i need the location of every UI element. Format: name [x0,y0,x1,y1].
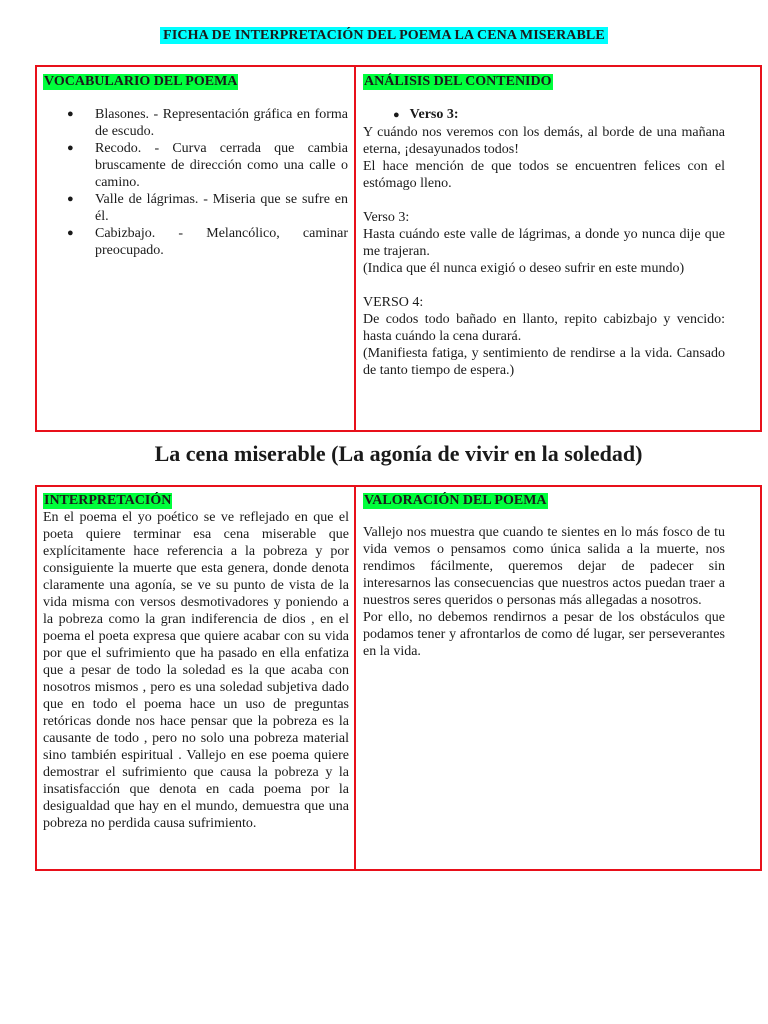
poem-subtitle: La cena miserable (La agonía de vivir en la soledad) [154,441,643,466]
interpretation-heading: INTERPRETACIÓN [44,493,172,508]
vocabulary-item [43,191,348,225]
vocabulary-item-text: Blasones. - Representación gráfica en forma de escudo. [95,107,348,139]
verso3-label-row [363,106,725,124]
interpretation-text: En el poema el yo poético se ve reflejado en que el poeta quiere terminar esa cena miserable que explícitamente hace referencia a la pobreza y por consiguiente la muerte que esta genera, donde denota claramente una agonía, se ve su punto de vista de la vida misma con versos desmotivadores y poniendo a la pobreza como la gran indiferencia de dios , en el poema el poeta expresa que quiere acabar con su vida por que el sufrimiento que ha pasado en ella enfatiza que a pesar de todo la soledad es la que acaba con nosotros mismos , pero es una soledad subjetiva dado que en todo el poema hace un uso de preguntas retóricas donde nos hace pensar que la pobreza es la causante de todo , pero no solo una pobreza material sino también espiritual . Vallejo en ese poema quiere demostrar el sufrimiento que causa la pobreza y la insatisfacción que denota en cada poema por la desigualdad que hay en el mundo, demuestra que una pobreza no perdida causa sufrimiento. [43,510,349,831]
bullet-icon: ● [67,142,74,154]
bullet-icon: ● [393,109,400,121]
verso3b-note: (Indica que él nunca exigió o deseo sufrir en este mundo) [363,261,685,276]
vocabulary-list [43,106,348,259]
verso3-note: El hace mención de que todos se encuentren felices con el estómago lleno. [363,159,725,191]
bullet-icon: ● [67,193,74,205]
analysis-cell [363,73,725,379]
vocabulary-item-text: Valle de lágrimas. - Miseria que se sufre en él. [95,192,348,224]
analysis-body [363,106,725,379]
analysis-heading: ANÁLISIS DEL CONTENIDO [364,74,552,89]
verso4-label: VERSO 4: [363,295,424,310]
document-title-wrap [0,26,768,44]
bullet-icon: ● [67,108,74,120]
valuation-body [363,524,725,660]
bottom-divider [354,485,356,871]
vocabulary-item-text: Recodo. - Curva cerrada que cambia bruscamente de dirección como una calle o camino. [95,141,348,190]
verso4-note: (Manifiesta fatiga, y sentimiento de rendirse a la vida. Cansado de tanto tiempo de espera.) [363,346,725,378]
document-title: FICHA DE INTERPRETACIÓN DEL POEMA LA CENA MISERABLE [160,27,608,44]
vocabulary-item [43,140,348,191]
vocabulary-item-text: Cabizbajo. - Melancólico, caminar preocupado. [95,226,348,258]
vocabulary-cell [43,73,348,259]
vocabulary-heading: VOCABULARIO DEL POEMA [44,74,238,89]
verso4-text: De codos todo bañado en llanto, repito cabizbajo y vencido: hasta cuándo la cena durará. [363,312,725,344]
top-divider [354,65,356,432]
valuation-paragraph-1: Vallejo nos muestra que cuando te sientes en lo más fosco de tu vida vemos o pensamos como única salida a la muerte, nos rendimos fácilmente, queremos dejar de padecer sin interesarnos las consecuencias que nuestros actos puedan traer a nuestros seres queridos o personas más allegadas a nosotros. [363,525,725,608]
verso3-label: Verso 3: [409,107,459,122]
verso3-text: Y cuándo nos veremos con los demás, al borde de una mañana eterna, ¡desayunados todos! [363,125,725,157]
interpretation-cell [43,492,349,832]
vocabulary-item [43,106,348,140]
valuation-paragraph-2: Por ello, no debemos rendirnos a pesar de los obstáculos que podamos tener y afrontarlos de como dé lugar, ser perseverantes en la vida. [363,610,725,659]
valuation-heading: VALORACIÓN DEL POEMA [364,493,547,508]
interpretation-grid [35,65,762,871]
vocabulary-item [43,225,348,259]
valuation-cell [363,492,725,660]
verso3b-label: Verso 3: [363,210,410,225]
bullet-icon: ● [67,227,74,239]
verso3b-text: Hasta cuándo este valle de lágrimas, a donde yo nunca dije que me trajeran. [363,227,725,259]
